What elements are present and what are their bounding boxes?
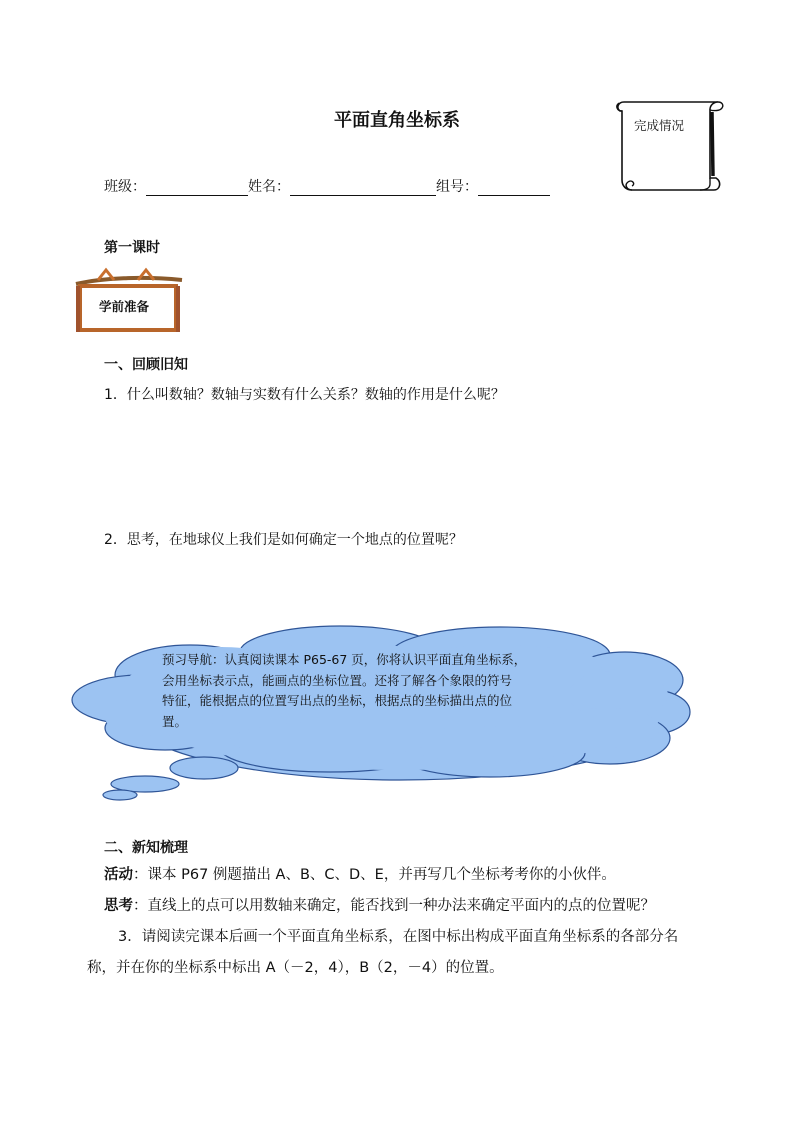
- cloud-line: 特征，能根据点的位置写出点的坐标，根据点的坐标描出点的位: [162, 693, 513, 708]
- completion-label: 完成情况: [634, 118, 685, 133]
- hanging-sign: [72, 264, 184, 334]
- group-field[interactable]: [478, 179, 550, 196]
- question-2: 2．思考，在地球仪上我们是如何确定一个地点的位置呢？: [104, 532, 463, 548]
- cloud-line: 置。: [162, 713, 188, 729]
- cloud-text: [162, 650, 582, 732]
- preview-cloud: [70, 620, 694, 802]
- completion-scroll: [610, 96, 726, 196]
- student-info-row: [104, 176, 550, 196]
- section2-heading: 二、新知梳理: [104, 840, 188, 856]
- cloud-line: 会用坐标表示点，能画点的坐标位置。还将了解各个象限的符号: [162, 672, 513, 688]
- think-line: [104, 890, 655, 922]
- question-3-line2: 称，并在你的坐标系中标出 A（－2，4），B（2，－4）的位置。: [87, 960, 504, 976]
- class-label: 班级：: [104, 179, 146, 195]
- lesson-label: 第一课时: [104, 240, 160, 256]
- scroll-icon: [610, 96, 726, 196]
- cloud-line: 预习导航：认真阅读课本 P65-67 页，你将认识平面直角坐标系，: [162, 652, 527, 667]
- name-field[interactable]: [290, 179, 436, 196]
- think-label: 思考: [104, 898, 133, 914]
- think-text: ：直线上的点可以用数轴来确定，能否找到一种办法来确定平面内的点的位置呢？: [133, 898, 655, 914]
- question-1: 1．什么叫数轴？数轴与实数有什么关系？数轴的作用是什么呢？: [104, 387, 505, 403]
- group-label: 组号：: [436, 179, 478, 195]
- sign-label: 学前准备: [99, 299, 150, 314]
- name-label: 姓名：: [248, 179, 290, 195]
- activity-text: ：课本 P67 例题描出 A、B、C、D、E，并再写几个坐标考考你的小伙伴。: [133, 867, 616, 883]
- class-field[interactable]: [146, 179, 248, 196]
- section1-heading: 一、回顾旧知: [104, 357, 188, 373]
- activity-label: 活动: [104, 867, 133, 883]
- question-3-line1: 3．请阅读完课本后画一个平面直角坐标系，在图中标出构成平面直角坐标系的各部分名: [118, 929, 679, 945]
- page-title: 平面直角坐标系: [334, 110, 460, 131]
- activity-line: [104, 859, 616, 891]
